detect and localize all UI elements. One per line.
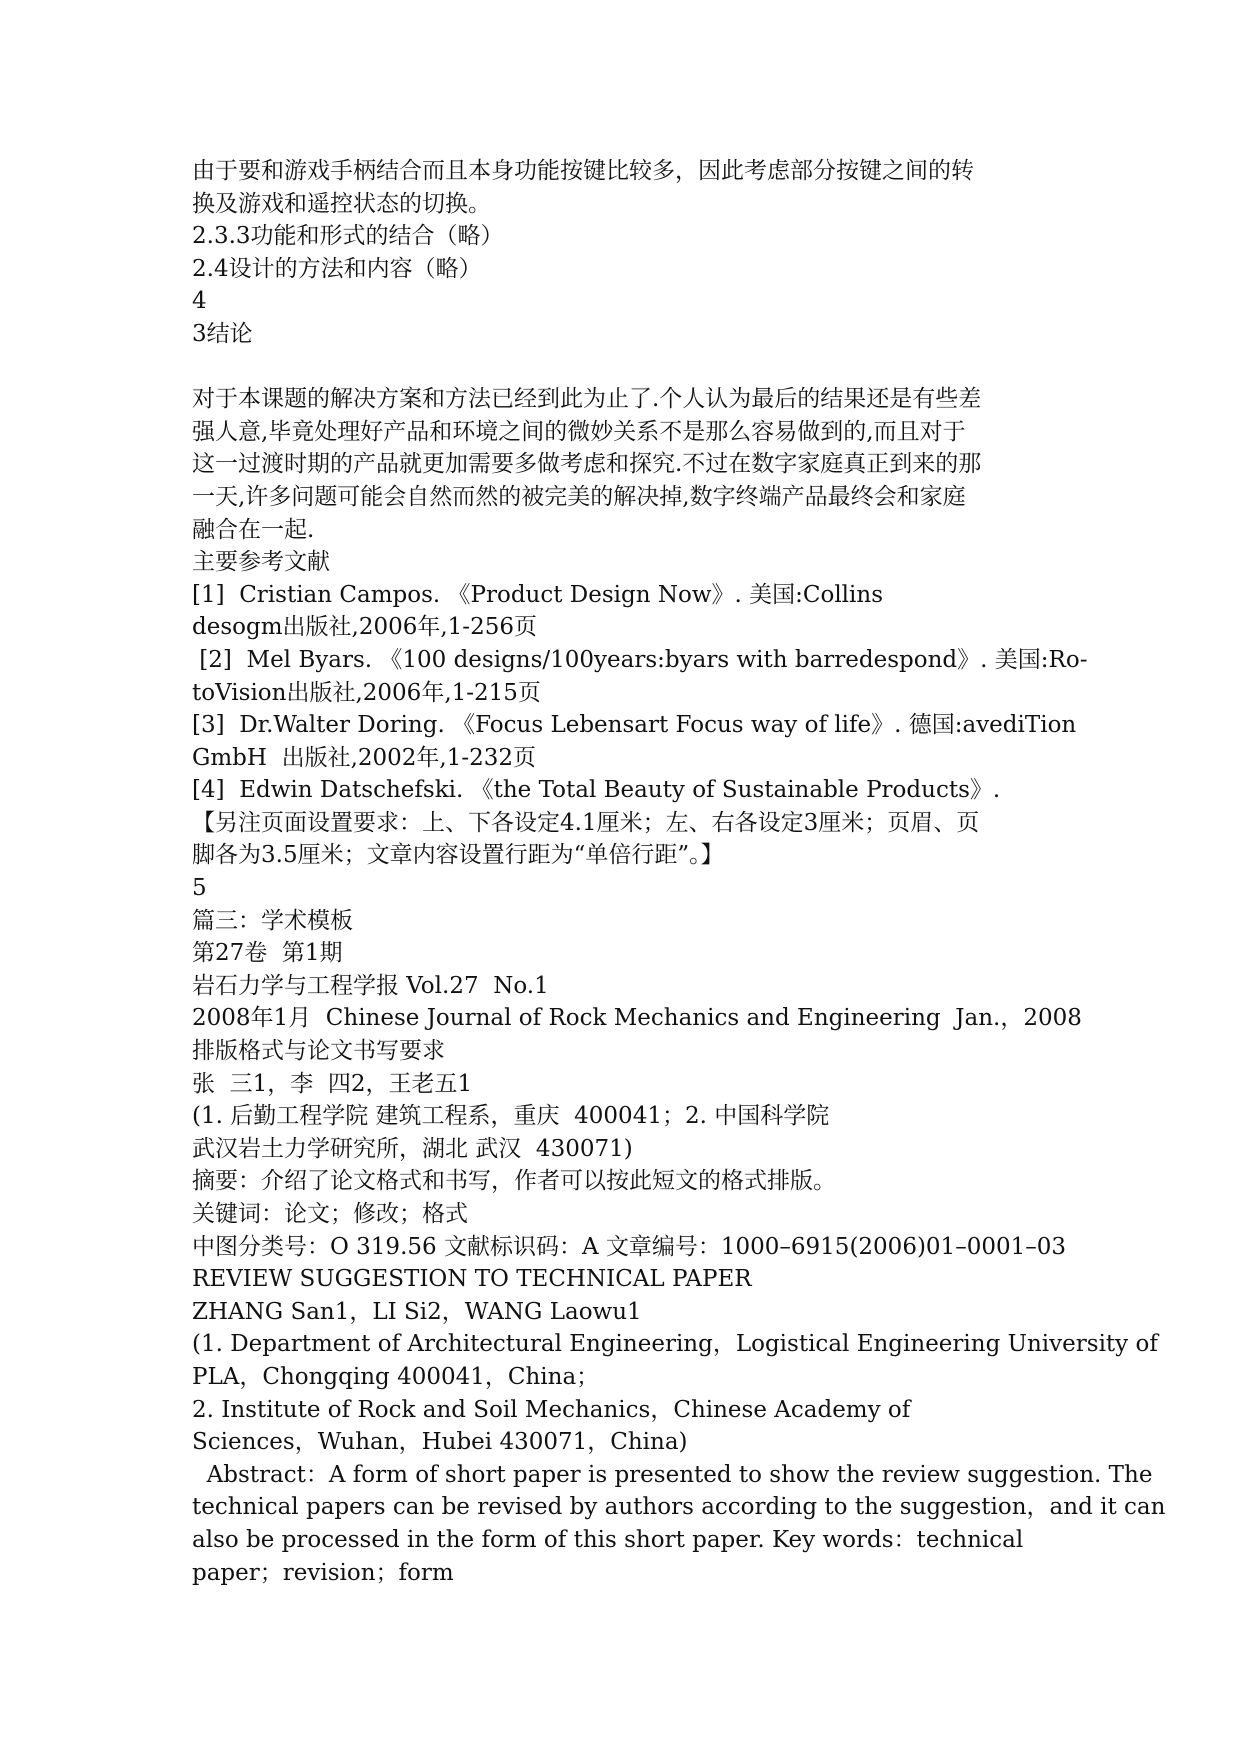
keywords-cn: 关键词：论文；修改；格式 (192, 1201, 468, 1227)
authors-en: ZHANG San1，LI Si2，WANG Laowu1 (192, 1298, 642, 1325)
text-line: 对于本课题的解决方案和方法已经到此为止了.个人认为最后的结果还是有些差 (192, 386, 982, 413)
affiliation-en: Sciences，Wuhan，Hubei 430071，China) (192, 1429, 688, 1456)
text-line: 由于要和游戏手柄结合而且本身功能按键比较多，因此考虑部分按键之间的转 (192, 158, 974, 184)
reference-item: [1] Cristian Campos. 《Product Design Now》. 美国:Collins (192, 581, 884, 608)
journal-date: 2008年1月 Chinese Journal of Rock Mechanics and Engineering Jan.，2008 (192, 1005, 1082, 1032)
journal-volume: 第27卷 第1期 (192, 940, 343, 967)
abstract-cn: 摘要：介绍了论文格式和书写，作者可以按此短文的格式排版。 (192, 1168, 836, 1195)
abstract-en: also be processed in the form of this short paper. Key words：technical (192, 1526, 1024, 1553)
classification: 中图分类号：O 319.56 文献标识码：A 文章编号：1000–6915(2006)01–0001–03 (192, 1233, 1066, 1260)
section-heading: 2.3.3功能和形式的结合（略） (192, 223, 504, 250)
format-note: 脚各为3.5厘米；文章内容设置行距为“单倍行距”。】 (192, 842, 724, 869)
reference-item: [4] Edwin Datschefski. 《the Total Beauty of Sustainable Products》. (192, 777, 1001, 804)
abstract-en: Abstract：A form of short paper is presented to show the review suggestion. The (192, 1461, 1153, 1488)
section-heading: 2.4设计的方法和内容（略） (192, 255, 482, 282)
blank-line (192, 351, 1072, 384)
journal-title: 岩石力学与工程学报 Vol.27 No.1 (192, 972, 549, 999)
reference-item: GmbH 出版社,2002年,1-232页 (192, 744, 537, 771)
paper-title: 排版格式与论文书写要求 (192, 1038, 445, 1065)
affiliation-en: 2. Institute of Rock and Soil Mechanics，Chinese Academy of (192, 1396, 911, 1423)
affiliation-en: PLA，Chongqing 400041，China； (192, 1363, 600, 1390)
references-heading: 主要参考文献 (192, 549, 330, 576)
keywords-en: paper；revision；form (192, 1559, 454, 1586)
section-heading: 篇三：学术模板 (192, 907, 353, 934)
authors: 张 三1，李 四2，王老五1 (192, 1070, 473, 1097)
document-body (192, 155, 1166, 1589)
format-note: 【另注页面设置要求：上、下各设定4.1厘米；左、右各设定3厘米；页眉、页 (192, 809, 980, 836)
abstract-en: technical papers can be revised by authors according to the suggestion，and it can (192, 1494, 1166, 1521)
text-line: 换及游戏和遥控状态的切换。 (192, 190, 491, 217)
text-line: 这一过渡时期的产品就更加需要多做考虑和探究.不过在数字家庭真正到来的那 (192, 451, 982, 478)
affiliation: (1. 后勤工程学院 建筑工程系，重庆 400041；2. 中国科学院 (192, 1103, 830, 1130)
reference-item: desogm出版社,2006年,1-256页 (192, 614, 537, 641)
text-line: 融合在一起. (192, 516, 315, 543)
paper-title-en: REVIEW SUGGESTION TO TECHNICAL PAPER (192, 1266, 752, 1293)
page-number: 4 (192, 288, 207, 315)
affiliation: 武汉岩土力学研究所，湖北 武汉 430071) (192, 1135, 633, 1162)
reference-item: [2] Mel Byars. 《100 designs/100years:byars with barredespond》. 美国:Ro- (192, 646, 1088, 673)
text-line: 一天,许多问题可能会自然而然的被完美的解决掉,数字终端产品最终会和家庭 (192, 483, 966, 510)
section-heading: 3结论 (192, 320, 253, 347)
affiliation-en: (1. Department of Architectural Engineering，Logistical Engineering University of (192, 1331, 1158, 1358)
page-number: 5 (192, 875, 207, 902)
text-line: 强人意,毕竟处理好产品和环境之间的微妙关系不是那么容易做到的,而且对于 (192, 418, 966, 445)
reference-item: toVision出版社,2006年,1-215页 (192, 679, 541, 706)
reference-item: [3] Dr.Walter Doring. 《Focus Lebensart Focus way of life》. 德国:avediTion (192, 712, 1077, 739)
